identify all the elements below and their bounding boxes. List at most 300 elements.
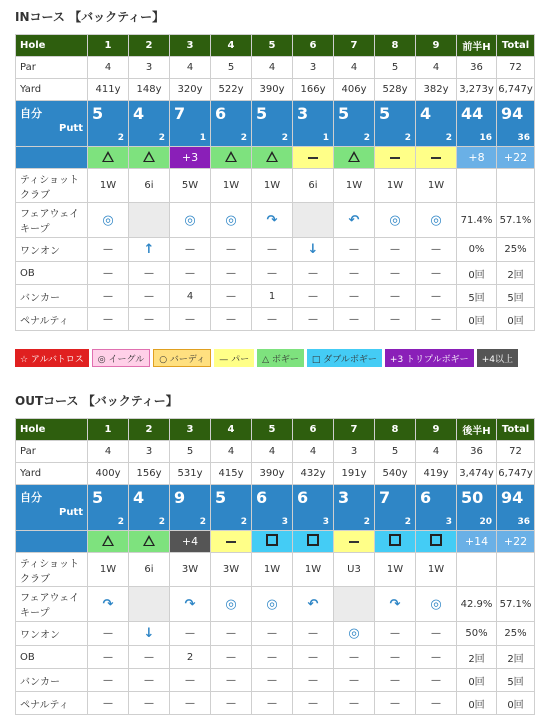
penalty-row-cell: — <box>375 692 416 715</box>
score-label: 自分 <box>20 107 42 120</box>
legend-par: — パー <box>214 349 254 367</box>
yard-row-cell: 432y <box>293 463 334 485</box>
bunker-row-cell: — <box>211 669 252 692</box>
tee-club-row-cell: 1W <box>211 169 252 203</box>
penalty-row-cell: — <box>252 692 293 715</box>
bunker-row-cell: 5回 <box>497 669 535 692</box>
one-on-row-cell: — <box>416 622 457 646</box>
par-row-cell: 3 <box>129 441 170 463</box>
yard-row-cell: 415y <box>211 463 252 485</box>
one-on-row-cell: — <box>293 622 334 646</box>
par-row-cell: 72 <box>497 57 535 79</box>
strokes-value: 6 <box>420 488 432 507</box>
result-value: +8 <box>468 151 485 164</box>
one-on-row-cell: — <box>334 238 375 262</box>
bunker-row-cell: — <box>334 669 375 692</box>
yard-row-cell: 531y <box>170 463 211 485</box>
score-cell <box>129 485 170 531</box>
result-cell <box>497 531 535 553</box>
par-row-cell: 5 <box>375 57 416 79</box>
bunker-row-cell: — <box>88 669 129 692</box>
par-row-cell: 4 <box>88 57 129 79</box>
bogey-triangle-icon <box>348 151 360 162</box>
strokes-value: 4 <box>133 104 145 123</box>
penalty-row <box>16 308 535 331</box>
penalty-row-cell: — <box>170 308 211 331</box>
header-cell: 4 <box>211 419 252 441</box>
header-label: Hole <box>16 419 88 441</box>
par-row-cell: 4 <box>334 57 375 79</box>
result-cell <box>211 531 252 553</box>
result-cell <box>252 147 293 169</box>
one-on-row <box>16 238 535 262</box>
score-cell <box>252 485 293 531</box>
fairway-keep-row-cell: ◎ <box>416 587 457 622</box>
score-cell <box>129 101 170 147</box>
ob-row-cell: 0回 <box>457 262 497 285</box>
bunker-row-cell: — <box>375 285 416 308</box>
fairway-keep-row <box>16 587 535 622</box>
score-cell <box>375 485 416 531</box>
par-row-cell: 4 <box>252 441 293 463</box>
penalty-row-cell: — <box>416 308 457 331</box>
header-cell: 9 <box>416 419 457 441</box>
score-cell <box>211 101 252 147</box>
one-on-row-cell: — <box>170 622 211 646</box>
ob-row-cell: — <box>129 262 170 285</box>
penalty-row <box>16 692 535 715</box>
yard-row-cell: 320y <box>170 79 211 101</box>
penalty-row-cell: — <box>334 692 375 715</box>
result-cell <box>170 147 211 169</box>
yard-row-cell: 400y <box>88 463 129 485</box>
tee-club-row-cell: 1W <box>375 553 416 587</box>
header-cell: 6 <box>293 419 334 441</box>
result-cell <box>334 147 375 169</box>
putt-value: 3 <box>322 517 329 527</box>
strokes-value: 5 <box>256 104 268 123</box>
bogey-triangle-icon <box>143 535 155 546</box>
putt-value: 2 <box>240 517 247 527</box>
legend-double-bogey: □ ダブルボギー <box>307 349 382 367</box>
bunker-row-cell: — <box>375 669 416 692</box>
par-dash-icon <box>226 541 236 543</box>
one-on-row-cell: 25% <box>497 238 535 262</box>
one-on-row-cell: — <box>211 622 252 646</box>
tee-club-row-cell <box>497 553 535 587</box>
header-cell: 後半H <box>457 419 497 441</box>
penalty-row-cell: 0回 <box>497 308 535 331</box>
score-cell <box>252 101 293 147</box>
par-row-cell: 36 <box>457 57 497 79</box>
score-cell <box>457 101 497 147</box>
header-cell: 1 <box>88 419 129 441</box>
result-cell <box>416 147 457 169</box>
ob-row-cell: — <box>170 262 211 285</box>
ob-row-cell: — <box>293 646 334 669</box>
bogey-triangle-icon <box>266 151 278 162</box>
yard-row-cell: 540y <box>375 463 416 485</box>
putt-value: 2 <box>281 133 288 143</box>
header-cell: Total <box>497 419 535 441</box>
result-cell <box>129 147 170 169</box>
fairway-keep-row-cell <box>334 587 375 622</box>
fairway-keep-row-cell: ↶ <box>334 203 375 238</box>
fairway-keep-row-cell <box>293 203 334 238</box>
par-row-label: Par <box>16 57 88 79</box>
score-cell <box>416 485 457 531</box>
putt-value: 2 <box>445 133 452 143</box>
score-label: 自分 <box>20 491 42 504</box>
one-on-row <box>16 622 535 646</box>
score-cell <box>375 101 416 147</box>
strokes-value: 94 <box>501 488 524 507</box>
in-scorecard-table <box>15 34 535 331</box>
strokes-value: 5 <box>379 104 391 123</box>
tee-club-row-cell: 6i <box>293 169 334 203</box>
fairway-keep-row-cell: ◎ <box>88 203 129 238</box>
strokes-value: 5 <box>215 488 227 507</box>
header-cell: 9 <box>416 35 457 57</box>
putt-value: 2 <box>404 133 411 143</box>
tee-club-row-label: ティショットクラブ <box>16 169 88 203</box>
header-cell: 2 <box>129 419 170 441</box>
ob-row-cell: 2回 <box>497 262 535 285</box>
yard-row-cell: 419y <box>416 463 457 485</box>
bunker-row-cell: 1 <box>252 285 293 308</box>
penalty-row-label: ペナルティ <box>16 692 88 715</box>
tee-club-row-cell: 3W <box>170 553 211 587</box>
tee-club-row <box>16 169 535 203</box>
score-cell <box>334 101 375 147</box>
penalty-row-cell: — <box>211 308 252 331</box>
score-cell <box>497 485 535 531</box>
one-on-row-cell: ◎ <box>334 622 375 646</box>
ob-row-cell: — <box>252 262 293 285</box>
header-cell: 7 <box>334 419 375 441</box>
tee-club-row-cell: 1W <box>252 553 293 587</box>
par-row-cell: 3 <box>129 57 170 79</box>
strokes-value: 3 <box>297 104 309 123</box>
ob-row-cell: — <box>88 646 129 669</box>
tee-club-row-cell: 6i <box>129 553 170 587</box>
putt-value: 1 <box>199 133 206 143</box>
score-cell <box>416 101 457 147</box>
strokes-value: 50 <box>461 488 484 507</box>
fairway-keep-row-cell: ◎ <box>170 203 211 238</box>
score-cell <box>457 485 497 531</box>
tee-club-row-cell: 1W <box>375 169 416 203</box>
fairway-keep-row-label: フェアウェイキープ <box>16 203 88 238</box>
penalty-row-cell: 0回 <box>457 308 497 331</box>
score-cell <box>88 101 129 147</box>
score-cell <box>497 101 535 147</box>
one-on-row-cell: — <box>416 238 457 262</box>
strokes-value: 4 <box>420 104 432 123</box>
one-on-row-cell: — <box>88 238 129 262</box>
ob-row-cell: — <box>293 262 334 285</box>
fairway-keep-row-cell: ◎ <box>211 203 252 238</box>
tee-club-row-label: ティショットクラブ <box>16 553 88 587</box>
par-row-cell: 5 <box>375 441 416 463</box>
strokes-value: 5 <box>338 104 350 123</box>
header-cell: 3 <box>170 35 211 57</box>
legend-triple-bogey: +3 トリプルボギー <box>385 349 474 367</box>
fairway-keep-row <box>16 203 535 238</box>
par-row <box>16 441 535 463</box>
result-value: +22 <box>503 151 528 164</box>
bunker-row-cell: 5回 <box>457 285 497 308</box>
putt-value: 2 <box>363 133 370 143</box>
par-row-cell: 4 <box>211 441 252 463</box>
legend-eagle: ◎ イーグル <box>92 349 150 367</box>
ob-row-cell: — <box>375 646 416 669</box>
tee-club-row-cell: 1W <box>416 169 457 203</box>
fairway-keep-row-cell: 57.1% <box>497 203 535 238</box>
par-row <box>16 57 535 79</box>
par-row-cell: 36 <box>457 441 497 463</box>
header-cell: 前半H <box>457 35 497 57</box>
penalty-row-cell: — <box>211 692 252 715</box>
one-on-row-cell: 25% <box>497 622 535 646</box>
ob-row-cell: — <box>252 646 293 669</box>
strokes-value: 7 <box>379 488 391 507</box>
putt-value: 2 <box>117 133 124 143</box>
tee-club-row-cell <box>457 553 497 587</box>
yard-row-cell: 3,273y <box>457 79 497 101</box>
bunker-row-cell: 5回 <box>497 285 535 308</box>
yard-row-cell: 528y <box>375 79 416 101</box>
bunker-row-cell: 0回 <box>457 669 497 692</box>
par-row-cell: 3 <box>293 57 334 79</box>
result-cell <box>293 147 334 169</box>
bunker-row-cell: — <box>293 285 334 308</box>
header-row <box>16 35 535 57</box>
tee-club-row-cell: 3W <box>211 553 252 587</box>
putt-value: 2 <box>404 517 411 527</box>
result-value: +22 <box>503 535 528 548</box>
header-cell: 8 <box>375 35 416 57</box>
yard-row <box>16 463 535 485</box>
yard-row-cell: 3,474y <box>457 463 497 485</box>
yard-row-cell: 148y <box>129 79 170 101</box>
score-cell <box>334 485 375 531</box>
strokes-value: 9 <box>174 488 186 507</box>
tee-club-row-cell: 1W <box>293 553 334 587</box>
par-row-cell: 4 <box>252 57 293 79</box>
legend-birdie: ○ バーディ <box>153 349 211 367</box>
penalty-row-cell: — <box>293 692 334 715</box>
yard-row-cell: 191y <box>334 463 375 485</box>
header-cell: 4 <box>211 35 252 57</box>
double-bogey-square-icon <box>266 534 278 546</box>
yard-row-cell: 156y <box>129 463 170 485</box>
score-cell <box>170 485 211 531</box>
yard-row-cell: 406y <box>334 79 375 101</box>
tee-club-row-cell: U3 <box>334 553 375 587</box>
putt-value: 2 <box>199 517 206 527</box>
strokes-value: 94 <box>501 104 524 123</box>
ob-row-label: OB <box>16 262 88 285</box>
penalty-row-cell: — <box>293 308 334 331</box>
fairway-keep-row-cell: 57.1% <box>497 587 535 622</box>
penalty-row-cell: — <box>416 692 457 715</box>
score-cell <box>293 101 334 147</box>
bunker-row-cell: — <box>211 285 252 308</box>
par-row-cell: 4 <box>416 57 457 79</box>
bunker-row <box>16 669 535 692</box>
tee-club-row <box>16 553 535 587</box>
score-cell <box>88 485 129 531</box>
one-on-row-label: ワンオン <box>16 238 88 262</box>
strokes-value: 7 <box>174 104 186 123</box>
ob-row-cell: — <box>334 646 375 669</box>
result-cell <box>375 147 416 169</box>
penalty-row-cell: — <box>88 308 129 331</box>
fairway-keep-row-cell: ↷ <box>375 587 416 622</box>
par-row-cell: 5 <box>211 57 252 79</box>
result-cell <box>88 147 129 169</box>
strokes-value: 3 <box>338 488 350 507</box>
tee-club-row-cell: 1W <box>88 553 129 587</box>
fairway-keep-row-cell: ◎ <box>375 203 416 238</box>
header-cell: 5 <box>252 419 293 441</box>
fairway-keep-row-cell <box>129 203 170 238</box>
legend-albatross: ☆ アルバトロス <box>15 349 89 367</box>
bogey-triangle-icon <box>225 151 237 162</box>
putt-value: 20 <box>479 517 492 527</box>
fairway-keep-row-cell: ↷ <box>252 203 293 238</box>
putt-value: 36 <box>517 133 530 143</box>
result-value: +14 <box>464 535 489 548</box>
one-on-row-cell: ↓ <box>129 622 170 646</box>
result-row <box>16 531 535 553</box>
fairway-keep-row-cell: 71.4% <box>457 203 497 238</box>
bunker-row-cell: — <box>416 285 457 308</box>
yard-row-cell: 390y <box>252 79 293 101</box>
par-row-cell: 4 <box>293 441 334 463</box>
result-cell <box>497 147 535 169</box>
bunker-row-cell: — <box>416 669 457 692</box>
par-dash-icon <box>390 157 400 159</box>
par-dash-icon <box>431 157 441 159</box>
one-on-row-cell: 50% <box>457 622 497 646</box>
ob-row-cell: — <box>211 646 252 669</box>
putt-value: 1 <box>322 133 329 143</box>
one-on-row-cell: ↑ <box>129 238 170 262</box>
ob-row <box>16 262 535 285</box>
penalty-row-label: ペナルティ <box>16 308 88 331</box>
result-value: +4 <box>181 535 199 548</box>
par-row-cell: 4 <box>170 57 211 79</box>
result-cell <box>293 531 334 553</box>
result-cell <box>170 531 211 553</box>
par-dash-icon <box>349 541 359 543</box>
par-row-cell: 3 <box>334 441 375 463</box>
legend-bogey: △ ボギー <box>257 349 304 367</box>
par-row-cell: 4 <box>88 441 129 463</box>
strokes-value: 6 <box>215 104 227 123</box>
par-row-cell: 72 <box>497 441 535 463</box>
par-dash-icon <box>308 157 318 159</box>
header-label: Hole <box>16 35 88 57</box>
double-bogey-square-icon <box>430 534 442 546</box>
putt-value: 16 <box>479 133 492 143</box>
score-cell <box>211 485 252 531</box>
one-on-row-cell: ↓ <box>293 238 334 262</box>
ob-row-cell: 2回 <box>457 646 497 669</box>
ob-row-cell: 2 <box>170 646 211 669</box>
legend-plus4: +4以上 <box>477 349 518 367</box>
strokes-value: 44 <box>461 104 484 123</box>
result-value: +3 <box>181 151 199 164</box>
par-row-cell: 4 <box>416 441 457 463</box>
result-label-cell <box>16 531 88 553</box>
bunker-row-cell: — <box>293 669 334 692</box>
header-cell: 1 <box>88 35 129 57</box>
yard-row-label: Yard <box>16 463 88 485</box>
one-on-row-cell: — <box>375 622 416 646</box>
out-course-title: OUTコース 【バックティー】 <box>15 394 178 408</box>
bogey-triangle-icon <box>143 151 155 162</box>
par-row-cell: 5 <box>170 441 211 463</box>
header-row <box>16 419 535 441</box>
result-cell <box>334 531 375 553</box>
bunker-row-cell: — <box>88 285 129 308</box>
header-cell: 2 <box>129 35 170 57</box>
ob-row-cell: — <box>416 646 457 669</box>
putt-value: 3 <box>445 517 452 527</box>
fairway-keep-row-cell: ↷ <box>170 587 211 622</box>
header-cell: 7 <box>334 35 375 57</box>
score-row <box>16 485 535 531</box>
fairway-keep-row-label: フェアウェイキープ <box>16 587 88 622</box>
bogey-triangle-icon <box>102 535 114 546</box>
bunker-row <box>16 285 535 308</box>
yard-row-label: Yard <box>16 79 88 101</box>
fairway-keep-row-cell: ◎ <box>252 587 293 622</box>
yard-row-cell: 6,747y <box>497 79 535 101</box>
ob-row-label: OB <box>16 646 88 669</box>
result-cell <box>88 531 129 553</box>
fairway-keep-row-cell: ↷ <box>88 587 129 622</box>
ob-row-cell: 2回 <box>497 646 535 669</box>
result-cell <box>457 531 497 553</box>
ob-row-cell: — <box>88 262 129 285</box>
putt-value: 36 <box>517 517 530 527</box>
tee-club-row-cell <box>497 169 535 203</box>
putt-value: 3 <box>281 517 288 527</box>
bunker-row-cell: — <box>129 669 170 692</box>
bunker-row-label: バンカー <box>16 285 88 308</box>
bunker-row-cell: — <box>170 669 211 692</box>
ob-row-cell: — <box>375 262 416 285</box>
bunker-row-cell: — <box>252 669 293 692</box>
strokes-value: 6 <box>297 488 309 507</box>
penalty-row-cell: 0回 <box>457 692 497 715</box>
one-on-row-cell: — <box>211 238 252 262</box>
header-cell: 8 <box>375 419 416 441</box>
putt-value: 2 <box>158 133 165 143</box>
strokes-value: 5 <box>92 488 104 507</box>
score-row <box>16 101 535 147</box>
penalty-row-cell: — <box>129 308 170 331</box>
one-on-row-cell: 0% <box>457 238 497 262</box>
header-cell: 6 <box>293 35 334 57</box>
putt-label: Putt <box>58 507 83 518</box>
fairway-keep-row-cell <box>129 587 170 622</box>
score-cell <box>170 101 211 147</box>
